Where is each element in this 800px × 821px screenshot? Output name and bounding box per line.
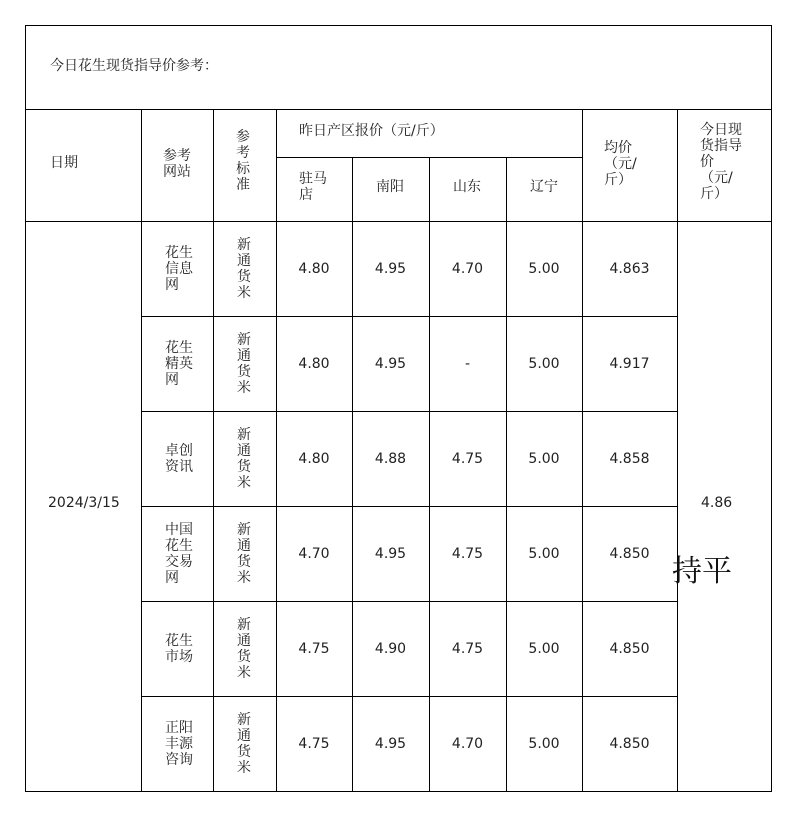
price-cell-liaoning: 5.00 <box>528 260 560 277</box>
col-divider <box>213 109 214 792</box>
header-region-nanyang: 南阳 <box>376 179 404 195</box>
standard-cell: 新 通 货 米 <box>237 236 251 301</box>
title-divider <box>25 109 772 110</box>
col-divider <box>677 109 678 792</box>
avg-price-cell: 4.858 <box>609 450 650 467</box>
price-cell-zhumadian: 4.80 <box>298 450 330 467</box>
avg-price-cell: 4.850 <box>609 545 650 562</box>
avg-price-cell: 4.917 <box>609 355 650 372</box>
header-quote-group: 昨日产区报价（元/斤） <box>299 123 444 139</box>
price-cell-nanyang: 4.95 <box>374 735 407 752</box>
price-cell-zhumadian: 4.80 <box>298 260 330 277</box>
price-cell-nanyang: 4.95 <box>374 260 407 277</box>
table-title: 今日花生现货指导价参考： <box>50 58 218 74</box>
border-left <box>25 25 26 792</box>
border-right <box>771 25 772 792</box>
col-divider <box>141 109 142 792</box>
col-divider <box>506 157 507 792</box>
price-cell-shandong: 4.75 <box>451 545 484 562</box>
price-cell-nanyang: 4.90 <box>374 640 407 657</box>
standard-cell: 新 通 货 米 <box>237 711 251 776</box>
avg-price-cell: 4.850 <box>609 640 650 657</box>
price-cell-shandong: 4.70 <box>451 735 484 752</box>
trend-label: 持平 <box>672 554 732 589</box>
price-cell-zhumadian: 4.75 <box>298 735 330 752</box>
standard-cell: 新 通 货 米 <box>237 426 251 491</box>
price-cell-zhumadian: 4.80 <box>298 355 330 372</box>
site-cell: 卓创 资讯 <box>165 442 193 475</box>
border-bottom <box>25 791 772 792</box>
price-cell-shandong: 4.75 <box>451 640 484 657</box>
guide-price-cell: 4.86 <box>701 495 733 511</box>
price-cell-liaoning: 5.00 <box>528 735 560 752</box>
price-cell-liaoning: 5.00 <box>528 450 560 467</box>
price-cell-zhumadian: 4.70 <box>298 545 330 562</box>
header-avg: 均价 （元/ 斤） <box>604 140 637 188</box>
price-cell-nanyang: 4.95 <box>374 355 407 372</box>
price-cell-liaoning: 5.00 <box>528 355 560 372</box>
header-region-liaoning: 辽宁 <box>530 179 558 195</box>
standard-cell: 新 通 货 米 <box>237 521 251 586</box>
header-date: 日期 <box>50 155 78 171</box>
standard-cell: 新 通 货 米 <box>237 331 251 396</box>
price-cell-shandong: 4.75 <box>451 450 484 467</box>
avg-price-cell: 4.850 <box>609 735 650 752</box>
header-region-zhumadian: 驻马 店 <box>299 171 327 203</box>
site-cell: 正阳 丰源 咨询 <box>165 719 193 768</box>
standard-cell: 新 通 货 米 <box>237 616 251 681</box>
col-divider <box>352 157 353 792</box>
header-standard: 参 考 标 准 <box>236 129 250 193</box>
row-divider <box>141 696 677 697</box>
site-cell: 中国 花生 交易 网 <box>165 521 193 586</box>
price-cell-zhumadian: 4.75 <box>298 640 330 657</box>
col-divider <box>429 157 430 792</box>
header-divider <box>25 221 772 222</box>
border-top <box>25 25 772 26</box>
row-divider <box>141 316 677 317</box>
header-region-shandong: 山东 <box>453 179 481 195</box>
price-cell-nanyang: 4.88 <box>374 450 407 467</box>
date-cell: 2024/3/15 <box>48 495 120 511</box>
price-cell-shandong: 4.70 <box>451 260 484 277</box>
site-cell: 花生 信息 网 <box>165 244 193 293</box>
site-cell: 花生 市场 <box>165 632 193 665</box>
avg-price-cell: 4.863 <box>609 260 650 277</box>
row-divider <box>141 411 677 412</box>
header-site: 参考 网站 <box>163 148 191 180</box>
price-cell-liaoning: 5.00 <box>528 545 560 562</box>
price-cell-shandong: - <box>464 355 471 372</box>
row-divider <box>141 506 677 507</box>
header-guide: 今日现 货指导 价 （元/ 斤） <box>700 122 742 202</box>
price-cell-nanyang: 4.95 <box>374 545 407 562</box>
row-divider <box>141 601 677 602</box>
price-cell-liaoning: 5.00 <box>528 640 560 657</box>
site-cell: 花生 精英 网 <box>165 339 193 388</box>
